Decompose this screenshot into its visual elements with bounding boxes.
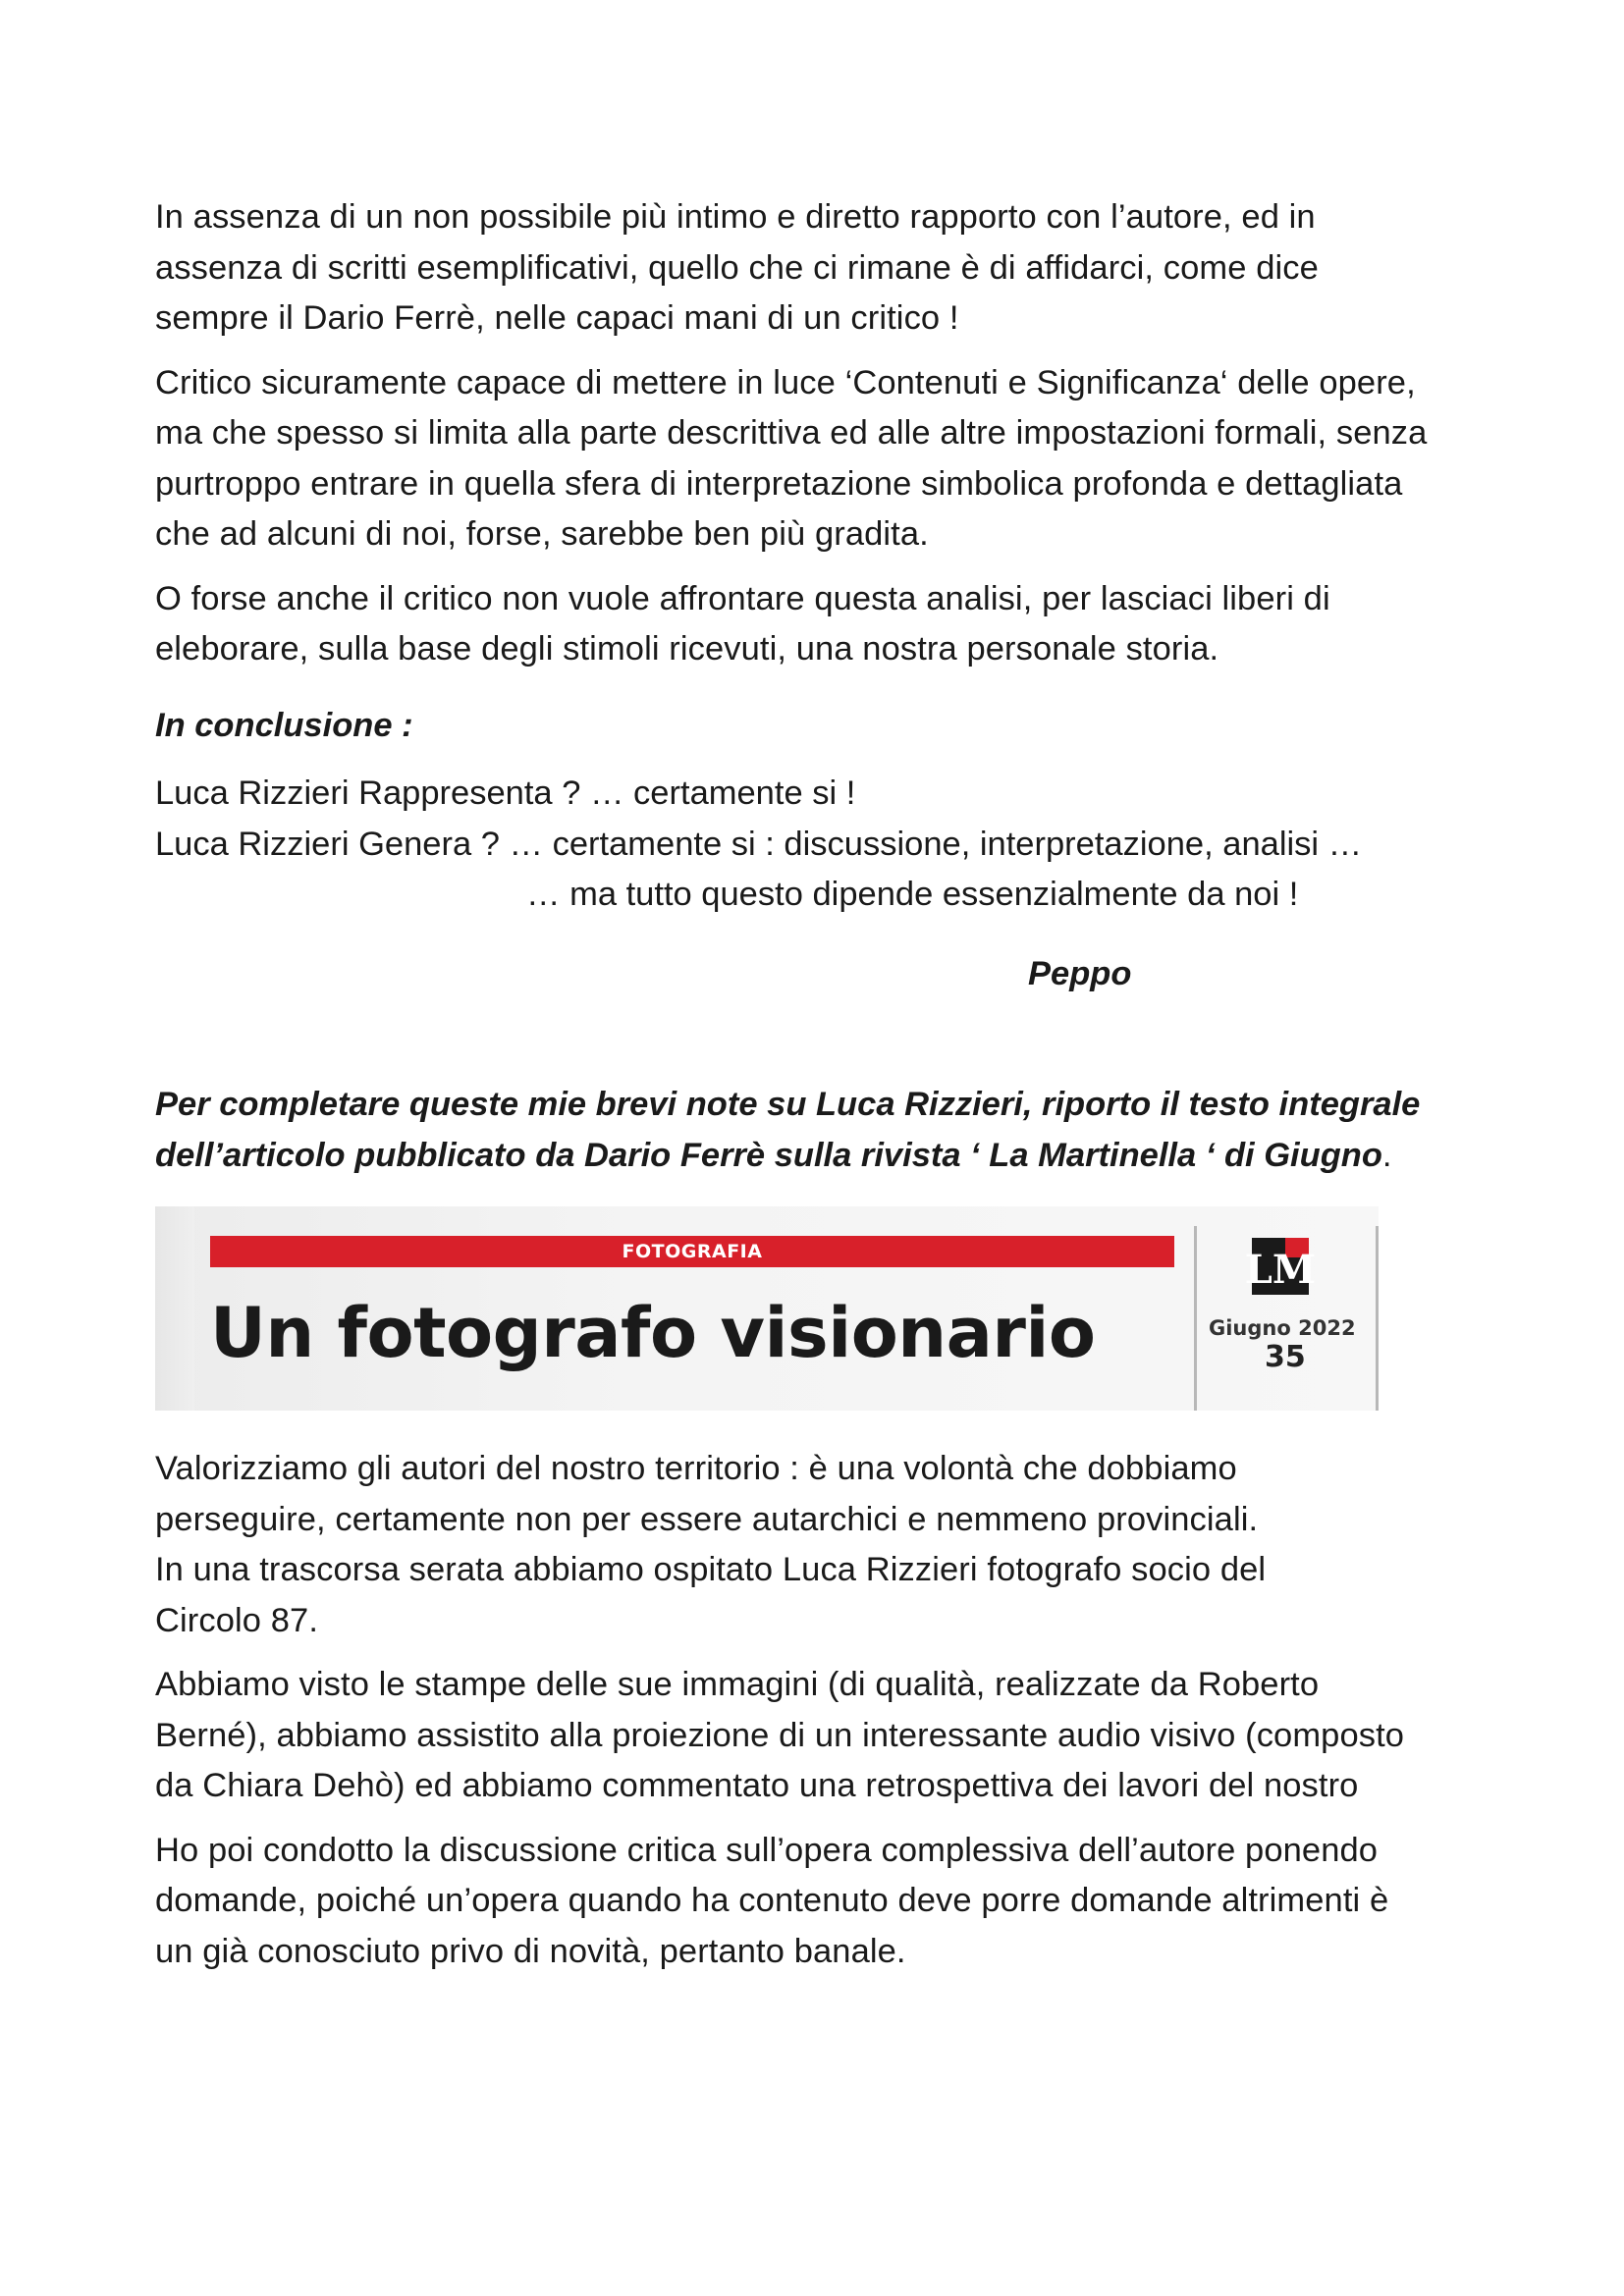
intro-line-text: dell’articolo pubblicato da Dario Ferrè sulla rivista ‘ La Martinella ‘ di Giugno (155, 1136, 1382, 1174)
paragraph-critic-analysis (155, 574, 1490, 675)
text-line: un già conosciuto privo di novità, pertanto banale. (155, 1932, 906, 1970)
intro-line: Per completare queste mie brevi note su Luca Rizzieri, riporto il testo integrale (155, 1086, 1421, 1123)
divider (1376, 1226, 1379, 1411)
text-line: domande, poiché un’opera quando ha contenuto deve porre domande altrimenti è (155, 1882, 1389, 1919)
text-line: In assenza di un non possibile più intimo e diretto rapporto con l’autore, ed in (155, 198, 1316, 236)
article-paragraph (155, 1444, 1490, 1646)
text-line: Berné), abbiamo assistito alla proiezione di un interessante audio visivo (composto (155, 1716, 1405, 1754)
text-line: O forse anche il critico non vuole affrontare questa analisi, per lasciaci liberi di (155, 579, 1330, 617)
text-line: che ad alcuni di noi, forse, sarebbe ben più gradita. (155, 515, 929, 553)
magazine-logo (1244, 1236, 1317, 1297)
text-line: perseguire, certamente non per essere autarchici e nemmeno provinciali. (155, 1500, 1259, 1538)
document-page (155, 192, 1490, 1991)
paragraph-critic-capable (155, 358, 1490, 561)
issue-month: Giugno 2022 (1209, 1316, 1356, 1340)
issue-page-number: 35 (1265, 1340, 1306, 1374)
article-headline: Un fotografo visionario (210, 1293, 1096, 1373)
intro-line (155, 1131, 1490, 1182)
text-line: eleborare, sulla base degli stimoli ricevuti, una nostra personale storia. (155, 630, 1219, 667)
conclusion-line: Luca Rizzieri Genera ? … certamente si : discussione, interpretazione, analisi … (155, 825, 1363, 863)
text-line: ma che spesso si limita alla parte descrittiva ed alle altre impostazioni formali, senza (155, 414, 1428, 452)
text-line: Abbiamo visto le stampe delle sue immagini (di qualità, realizzate da Roberto (155, 1666, 1320, 1703)
text-line: purtroppo entrare in quella sfera di interpretazione simbolica profonda e dettagliata (155, 464, 1403, 503)
logo-letters: LM (1244, 1247, 1317, 1293)
text-line: Valorizziamo gli autori del nostro territorio : è una volontà che dobbiamo (155, 1450, 1237, 1487)
conclusion-heading: In conclusione : (155, 706, 413, 744)
section-label: FOTOGRAFIA (622, 1241, 763, 1262)
divider (1194, 1226, 1197, 1411)
text-line: Circolo 87. (155, 1601, 319, 1639)
text-line: Ho poi condotto la discussione critica sull’opera complessiva dell’autore ponendo (155, 1831, 1379, 1869)
article-intro (155, 1080, 1490, 1181)
signature: Peppo (1028, 954, 1132, 992)
article-paragraph (155, 1660, 1490, 1812)
article-paragraph (155, 1826, 1490, 1978)
conclusion-line: … ma tutto questo dipende essenzialmente da noi ! (526, 876, 1299, 913)
text-line: da Chiara Dehò) ed abbiamo commentato una retrospettiva dei lavori del nostro (155, 1767, 1359, 1804)
intro-line-period: . (1381, 1136, 1392, 1174)
clipping-shadow (155, 1206, 194, 1411)
conclusion-block (155, 769, 1490, 921)
text-line: assenza di scritti esemplificativi, quello che ci rimane è di affidarci, come dice (155, 248, 1319, 287)
article-body (155, 1444, 1490, 1977)
text-line: In una trascorsa serata abbiamo ospitato Luca Rizzieri fotografo socio del (155, 1551, 1267, 1588)
text-line: Critico sicuramente capace di mettere in luce ‘Contenuti e Significanza‘ delle opere, (155, 363, 1416, 401)
article-header-clipping (155, 1206, 1379, 1411)
conclusion-line: Luca Rizzieri Rappresenta ? … certamente si ! (155, 774, 856, 812)
text-line: sempre il Dario Ferrè, nelle capaci mani di un critico ! (155, 299, 959, 337)
paragraph-critic-intro (155, 192, 1490, 345)
